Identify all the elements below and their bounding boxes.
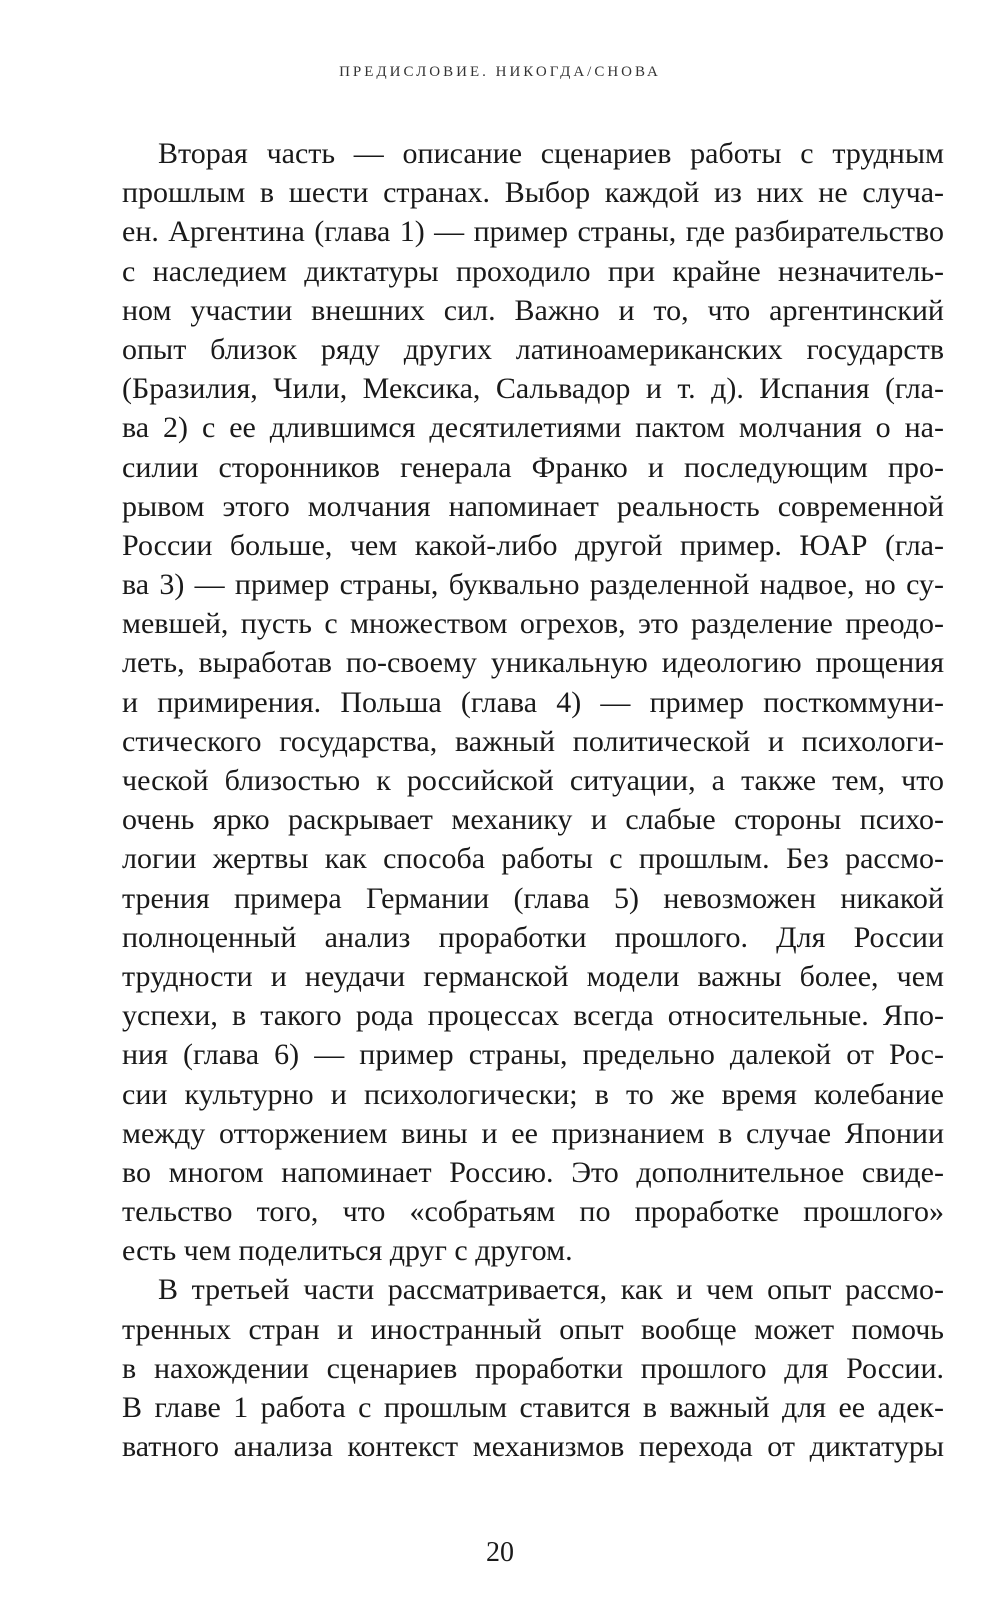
text-line: тренных стран и иностранный опыт вообще может помочь [122,1312,944,1346]
text-line: силии сторонников генерала Франко и последующим про- [122,450,944,484]
running-header: ПРЕДИСЛОВИЕ. НИКОГДА/СНОВА [339,64,661,80]
text-line: ния (глава 6) — пример страны, предельно далекой от Рос- [122,1038,944,1072]
text-line: полноценный анализ проработки прошлого. Для России [122,920,944,954]
page-number: 20 [486,1537,514,1568]
text-line: России больше, чем какой-либо другой пример. ЮАР (гла- [122,528,944,562]
text-line: очень ярко раскрывает механику и слабые стороны психо- [122,803,944,837]
text-line: ва 3) — пример страны, буквально разделенной надвое, но су- [122,568,944,602]
text-line: В третьей части рассматривается, как и чем опыт рассмо- [158,1273,944,1307]
text-line: логии жертвы как способа работы с прошлым. Без рассмо- [122,842,944,876]
text-line: успехи, в такого рода процессах всегда относительные. Япо- [122,999,944,1033]
text-line: мевшей, пусть с множеством огрехов, это разделение преодо- [122,607,944,641]
text-line: трудности и неудачи германской модели важны более, чем [122,959,944,993]
text-line: сии культурно и психологически; в то же время колебание [122,1077,944,1111]
text-line: опыт близок ряду других латиноамериканских государств [122,332,944,366]
text-line: (Бразилия, Чили, Мексика, Сальвадор и т. д). Испания (гла- [122,372,944,406]
text-line: рывом этого молчания напоминает реальность современной [122,489,944,523]
text-line: и примирения. Польша (глава 4) — пример посткоммуни- [122,685,944,719]
text-line: В главе 1 работа с прошлым ставится в важный для ее адек- [122,1391,944,1424]
text-line: стического государства, важный политической и психологи- [122,724,944,758]
text-line: тельство того, что «собратьям по проработке прошлого» [122,1195,944,1229]
text-line: леть, выработав по-своему уникальную идеологию прощения [122,646,944,680]
text-line: ватного анализа контекст механизмов перехода от диктатуры [122,1430,944,1464]
text-line: между отторжением вины и ее признанием в случае Японии [122,1116,944,1150]
text-line: есть чем поделиться друг с другом. [122,1234,573,1268]
text-line: Вторая часть — описание сценариев работы с трудным [158,137,944,170]
text-line: во многом напоминает Россию. Это дополнительное свиде- [122,1155,944,1189]
body-text [122,134,944,1466]
text-line: в нахождении сценариев проработки прошлого для России. [122,1351,944,1385]
text-line: с наследием диктатуры проходило при крайне незначитель- [122,254,944,288]
text-line: трения примера Германии (глава 5) невозможен никакой [122,881,944,915]
text-line: ва 2) с ее длившимся десятилетиями пактом молчания о на- [122,411,944,445]
text-line: прошлым в шести странах. Выбор каждой из них не случа- [122,176,944,210]
text-line: ном участии внешних сил. Важно и то, что аргентинский [122,293,944,327]
text-line: ен. Аргентина (глава 1) — пример страны, где разбирательство [122,215,944,249]
text-line: ческой близостью к российской ситуации, а также тем, что [122,764,944,797]
